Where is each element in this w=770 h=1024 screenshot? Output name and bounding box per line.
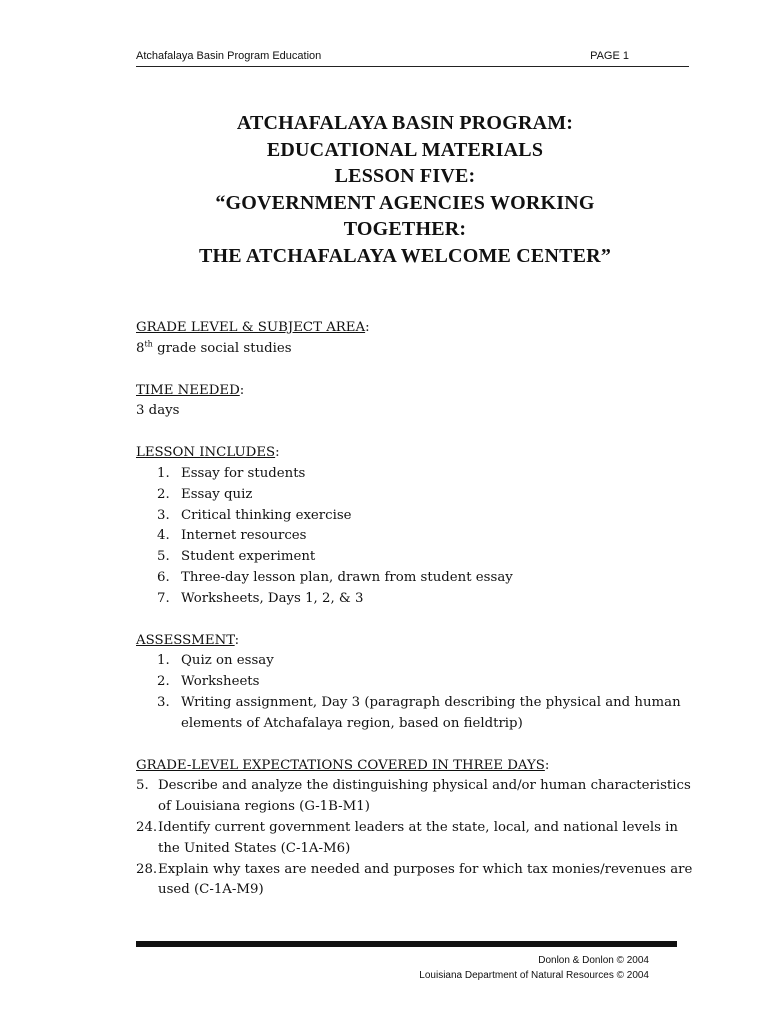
grade-heading: GRADE LEVEL & SUBJECT AREA — [136, 320, 366, 335]
list-item: 24. Identify current government leaders at the state, local, and national levels in the United States (C-1A-M6) — [136, 819, 678, 856]
list-item: 1. Quiz on essay — [157, 653, 274, 669]
grade-value: 8th grade social studies — [136, 339, 292, 356]
footer-copyright-authors: Donlon & Donlon © 2004 — [538, 955, 649, 966]
grade-section: GRADE LEVEL & SUBJECT AREA: 8th grade social studies — [136, 318, 696, 360]
document-title — [120, 110, 690, 269]
title-line: “GOVERNMENT AGENCIES WORKING — [215, 191, 595, 214]
includes-list — [136, 464, 696, 610]
title-line: TOGETHER: — [343, 218, 467, 240]
footer-copyright-department: Louisiana Department of Natural Resources © 2004 — [419, 970, 649, 981]
time-value: 3 days — [136, 403, 180, 419]
list-item: 7. Worksheets, Days 1, 2, & 3 — [157, 590, 364, 606]
header-program-name: Atchafalaya Basin Program Education — [136, 50, 322, 62]
lesson-content — [136, 318, 696, 922]
title-line: EDUCATIONAL MATERIALS — [266, 138, 544, 161]
assessment-heading: ASSESSMENT — [136, 632, 235, 648]
list-item: 28. Explain why taxes are needed and purposes for which tax monies/revenues are used (C-1A-M9) — [136, 861, 693, 898]
header-page-number: PAGE 1 — [590, 50, 629, 62]
list-item: 4. Internet resources — [157, 528, 307, 544]
includes-section: LESSON INCLUDES: 1. Essay for students 2. Essay quiz 3. Critical thinking exercise 4. Internet resources 5. Student experiment 6. Three-day lesson plan, drawn from student essay 7. Worksheets, Days 1, 2, & 3 — [136, 443, 696, 609]
expectations-section: GRADE-LEVEL EXPECTATIONS COVERED IN THREE DAYS: 5. Describe and analyze the distinguishing physical and/or human characteristics of Louisiana regions (G-1B-M1) 24. Identify current government leaders at the state, local, and national levels in the United States (C-1A-M6) 28. Explain why taxes are needed and purposes for which tax monies/revenues are used (C-1A-M9) — [136, 756, 696, 902]
page-header — [136, 50, 689, 67]
title-line: THE ATCHAFALAYA WELCOME CENTER” — [198, 244, 612, 267]
assessment-section: ASSESSMENT: 1. Quiz on essay 2. Worksheets 3. Writing assignment, Day 3 (paragraph describing the physical and human elements of Atchafalaya region, based on fieldtrip) — [136, 631, 696, 735]
list-item: 1. Essay for students — [157, 465, 306, 481]
list-item: 5. Describe and analyze the distinguishing physical and/or human characteristics of Louisiana regions (G-1B-M1) — [136, 778, 691, 815]
page-footer — [419, 953, 649, 983]
list-item: 3. Critical thinking exercise — [157, 507, 352, 523]
title-line: ATCHAFALAYA BASIN PROGRAM: — [236, 112, 574, 134]
list-item: 6. Three-day lesson plan, drawn from student essay — [157, 569, 513, 585]
list-item: 2. Essay quiz — [157, 486, 253, 502]
assessment-list — [136, 651, 696, 734]
list-item: 2. Worksheets — [157, 674, 260, 690]
list-item: 3. Writing assignment, Day 3 (paragraph describing the physical and human elements of Atchafalaya region, based on fieldtrip) — [157, 694, 681, 731]
expectations-heading: GRADE-LEVEL EXPECTATIONS COVERED IN THREE DAYS — [136, 757, 545, 773]
expectations-list — [136, 776, 696, 901]
footer-rule — [136, 941, 677, 947]
includes-heading: LESSON INCLUDES — [136, 445, 276, 461]
list-item: 5. Student experiment — [157, 549, 316, 565]
title-line: LESSON FIVE: — [334, 165, 476, 187]
time-section: TIME NEEDED: 3 days — [136, 381, 696, 423]
time-heading: TIME NEEDED — [136, 382, 240, 398]
